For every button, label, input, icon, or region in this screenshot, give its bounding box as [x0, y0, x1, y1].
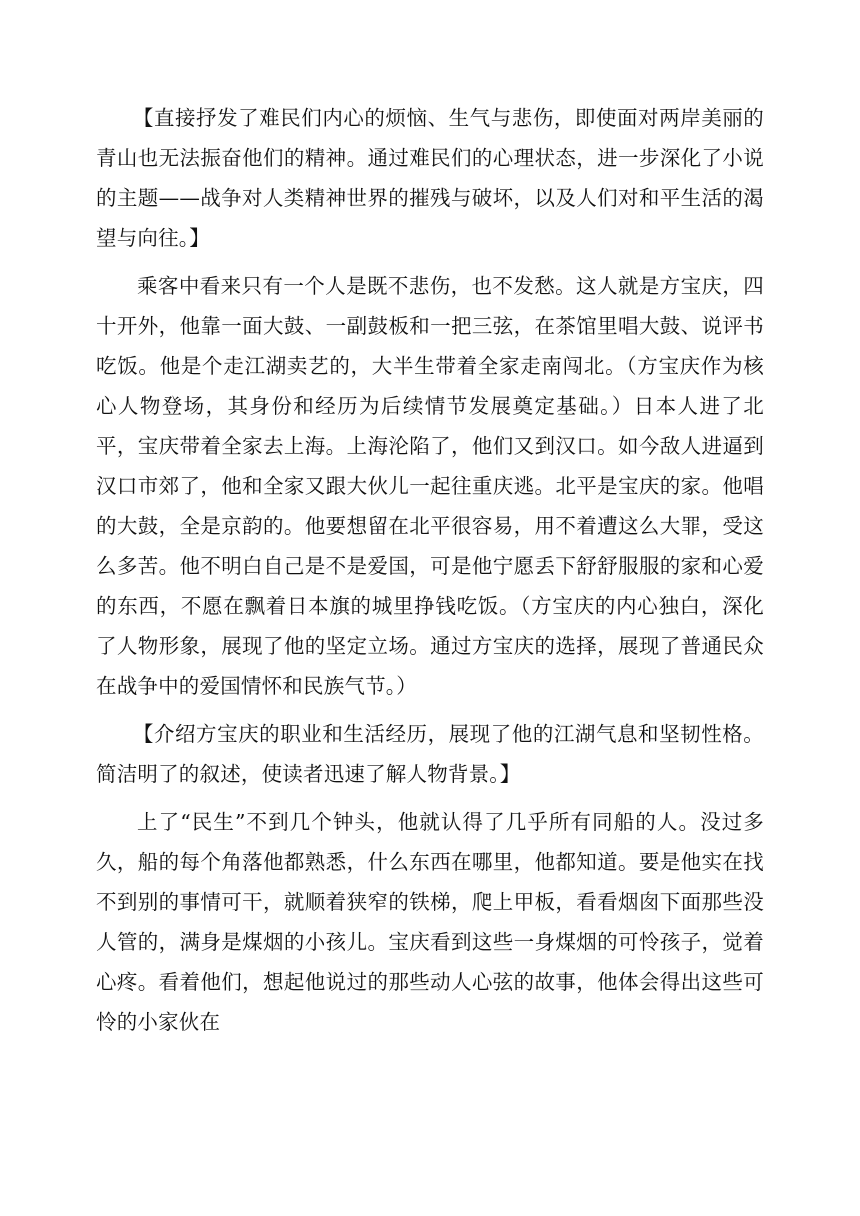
body-text: [96, 98, 764, 1050]
annotation-paragraph: 【介绍方宝庆的职业和生活经历，展现了他的江湖气息和坚韧性格。简洁明了的叙述，使读者迅速了解人物背景。】: [96, 722, 764, 786]
story-paragraph: 乘客中看来只有一个人是既不悲伤，也不发愁。这人就是方宝庆，四十开外，他靠一面大鼓、一副鼓板和一把三弦，在茶馆里唱大鼓、说评书吃饭。他是个走江湖卖艺的，大半生带着全家走南闯北。（方宝庆作为核心人物登场，其身份和经历为后续情节发展奠定基础。）日本人进了北平，宝庆带着全家去上海。上海沦陷了，他们又到汉口。如今敌人进逼到汉口市郊了，他和全家又跟大伙儿一起往重庆逃。北平是宝庆的家。他唱的大鼓，全是京韵的。他要想留在北平很容易，用不着遭这么大罪，受这么多苦。他不明白自己是不是爱国，可是他宁愿丢下舒舒服服的家和心爱的东西，不愿在飘着日本旗的城里挣钱吃饭。（方宝庆的内心独白，深化了人物形象，展现了他的坚定立场。通过方宝庆的选择，展现了普通民众在战争中的爱国情怀和民族气节。）: [96, 274, 764, 698]
story-paragraph: 上了“民生”不到几个钟头，他就认得了几乎所有同船的人。没过多久，船的每个角落他都熟悉，什么东西在哪里，他都知道。要是他实在找不到别的事情可干，就顺着狭窄的铁梯，爬上甲板，看看烟囱下面那些没人管的，满身是煤烟的小孩儿。宝庆看到这些一身煤烟的可怜孩子，觉着心疼。看着他们，想起他说过的那些动人心弦的故事，他体会得出这些可怜的小家伙在: [96, 810, 764, 1034]
annotation-paragraph: 【直接抒发了难民们内心的烦恼、生气与悲伤，即使面对两岸美丽的青山也无法振奋他们的精神。通过难民们的心理状态，进一步深化了小说的主题——战争对人类精神世界的摧残与破坏，以及人们对和平生活的渴望与向往。】: [96, 106, 764, 250]
